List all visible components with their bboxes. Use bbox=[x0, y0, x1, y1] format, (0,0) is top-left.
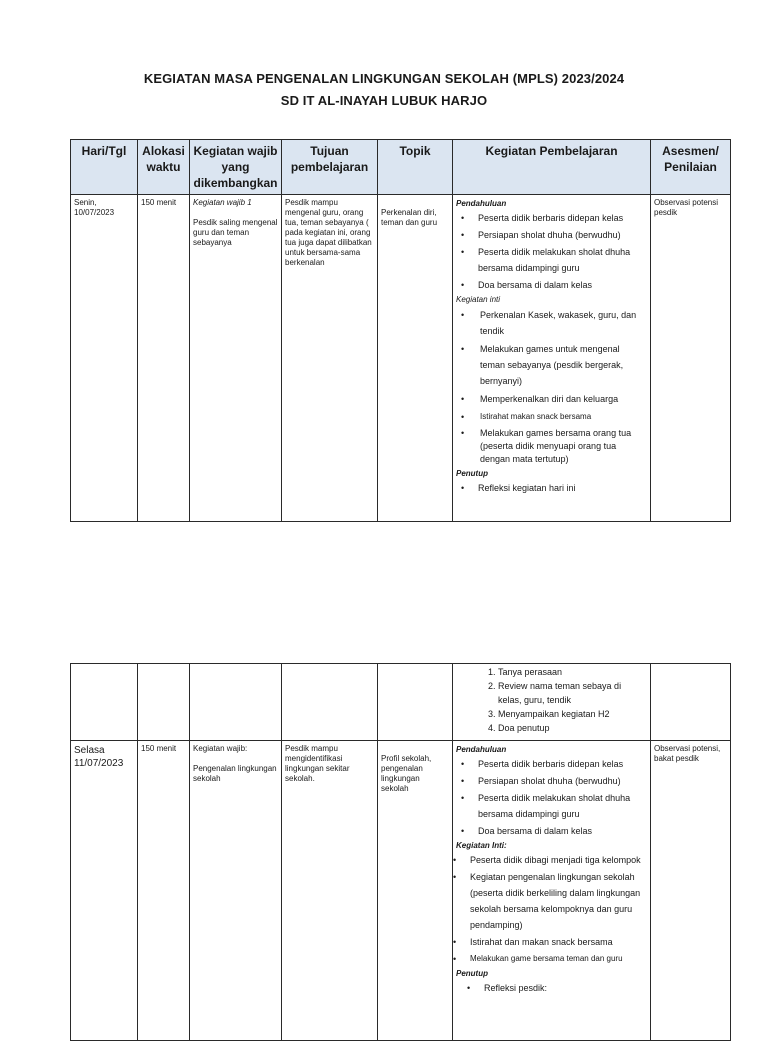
list-item: • Melakukan games bersama orang tua (peserta didik menyuapi orang tua dengan mata tertutup) bbox=[478, 427, 647, 466]
schedule-table-day1 bbox=[70, 139, 731, 522]
list-item: 1. Tanya perasaan bbox=[498, 665, 647, 679]
time-allocation: 150 menit bbox=[138, 741, 190, 1041]
assessment: Observasi potensi pesdik bbox=[651, 195, 731, 522]
list-item: • Refleksi pesdik: bbox=[484, 980, 647, 996]
activity-desc: Pesdik saling mengenal guru dan teman sebayanya bbox=[193, 218, 278, 247]
list-item: • Istirahat dan makan snack bersama bbox=[470, 934, 647, 950]
table-row bbox=[71, 195, 731, 522]
table-row bbox=[71, 664, 731, 741]
empty-cell bbox=[190, 664, 282, 741]
list-item: • Kegiatan pengenalan lingkungan sekolah (peserta didik berkeliling dalam lingkungan sekolah bersama kelompoknya dan guru pendamping) bbox=[470, 869, 647, 933]
core-list bbox=[456, 852, 647, 967]
intro-list bbox=[456, 756, 647, 839]
topic: Perkenalan diri, teman dan guru bbox=[378, 195, 453, 522]
closing-steps bbox=[453, 664, 651, 741]
section-close: Penutup bbox=[456, 469, 488, 478]
topic: Profil sekolah, pengenalan lingkungan sekolah bbox=[378, 741, 453, 1041]
time-allocation: 150 menit bbox=[138, 195, 190, 522]
list-item: • Doa bersama di dalam kelas bbox=[478, 823, 647, 839]
list-item: 4. Doa penutup bbox=[498, 721, 647, 735]
empty-cell bbox=[651, 664, 731, 741]
school-name: SD IT AL-INAYAH LUBUK HARJO bbox=[280, 93, 488, 108]
closing-list bbox=[456, 665, 647, 735]
list-item: 3. Menyampaikan kegiatan H2 bbox=[498, 707, 647, 721]
schedule-table-day2 bbox=[70, 663, 731, 1041]
assessment: Observasi potensi, bakat pesdik bbox=[651, 741, 731, 1041]
section-core: Kegiatan Inti: bbox=[456, 841, 507, 850]
activity-title: Kegiatan wajib 1 bbox=[193, 198, 252, 207]
table-header-row bbox=[71, 140, 731, 195]
list-item: • Persiapan sholat dhuha (berwudhu) bbox=[478, 227, 647, 243]
close-list bbox=[456, 480, 647, 496]
document-title-block bbox=[0, 68, 768, 112]
mandatory-activity bbox=[190, 741, 282, 1041]
col-header-activity: Kegiatan wajib yang dikembangkan bbox=[190, 140, 282, 195]
section-close: Penutup bbox=[456, 969, 488, 978]
list-item: • Refleksi kegiatan hari ini bbox=[478, 480, 647, 496]
empty-cell bbox=[71, 664, 138, 741]
learning-goal: Pesdik mampu mengidentifikasi lingkungan sekitar sekolah. bbox=[282, 741, 378, 1041]
learning-goal: Pesdik mampu mengenal guru, orang tua, teman sebayanya ( pada kegiatan ini, orang tua juga dapat dilibatkan untuk bersama-sama berkenalan bbox=[282, 195, 378, 522]
learning-activities bbox=[453, 741, 651, 1041]
day-date: Senin, 10/07/2023 bbox=[71, 195, 138, 522]
intro-list bbox=[456, 210, 647, 293]
activity-title: Kegiatan wajib: bbox=[193, 744, 248, 753]
col-header-learning: Kegiatan Pembelajaran bbox=[453, 140, 651, 195]
col-header-goal: Tujuan pembelajaran bbox=[282, 140, 378, 195]
list-item: • Istirahat makan snack bersama bbox=[478, 409, 647, 425]
col-header-day: Hari/Tgl bbox=[71, 140, 138, 195]
list-item: • Melakukan game bersama teman dan guru bbox=[470, 951, 647, 967]
list-item: • Doa bersama di dalam kelas bbox=[478, 277, 647, 293]
list-item: • Peserta didik melakukan sholat dhuha bersama didampingi guru bbox=[478, 790, 647, 822]
list-item: • Peserta didik berbaris didepan kelas bbox=[478, 210, 647, 226]
list-item: • Melakukan games untuk mengenal teman sebayanya (pesdik bergerak, bernyanyi) bbox=[478, 341, 647, 389]
list-item: • Memperkenalkan diri dan keluarga bbox=[478, 391, 647, 407]
list-item: • Persiapan sholat dhuha (berwudhu) bbox=[478, 773, 647, 789]
table-row bbox=[71, 741, 731, 1041]
list-item: • Peserta didik dibagi menjadi tiga kelompok bbox=[470, 852, 647, 868]
col-header-topic: Topik bbox=[378, 140, 453, 195]
empty-cell bbox=[378, 664, 453, 741]
core-list bbox=[456, 307, 647, 466]
document-title: KEGIATAN MASA PENGENALAN LINGKUNGAN SEKOLAH (MPLS) 2023/2024 bbox=[143, 71, 625, 86]
list-item: • Peserta didik berbaris didepan kelas bbox=[478, 756, 647, 772]
list-item: • Peserta didik melakukan sholat dhuha bersama didampingi guru bbox=[478, 244, 647, 276]
section-intro: Pendahuluan bbox=[456, 745, 507, 754]
section-core: Kegiatan inti bbox=[456, 295, 501, 304]
learning-activities bbox=[453, 195, 651, 522]
col-header-time: Alokasi waktu bbox=[138, 140, 190, 195]
activity-desc: Pengenalan lingkungan sekolah bbox=[193, 764, 277, 783]
section-intro: Pendahuluan bbox=[456, 199, 507, 208]
list-item: 2. Review nama teman sebaya di kelas, guru, tendik bbox=[498, 679, 647, 707]
close-list bbox=[456, 980, 647, 996]
col-header-assessment: Asesmen/ Penilaian bbox=[651, 140, 731, 195]
mandatory-activity bbox=[190, 195, 282, 522]
empty-cell bbox=[138, 664, 190, 741]
day-date: Selasa 11/07/2023 bbox=[71, 741, 138, 1041]
list-item: • Perkenalan Kasek, wakasek, guru, dan tendik bbox=[478, 307, 647, 339]
empty-cell bbox=[282, 664, 378, 741]
